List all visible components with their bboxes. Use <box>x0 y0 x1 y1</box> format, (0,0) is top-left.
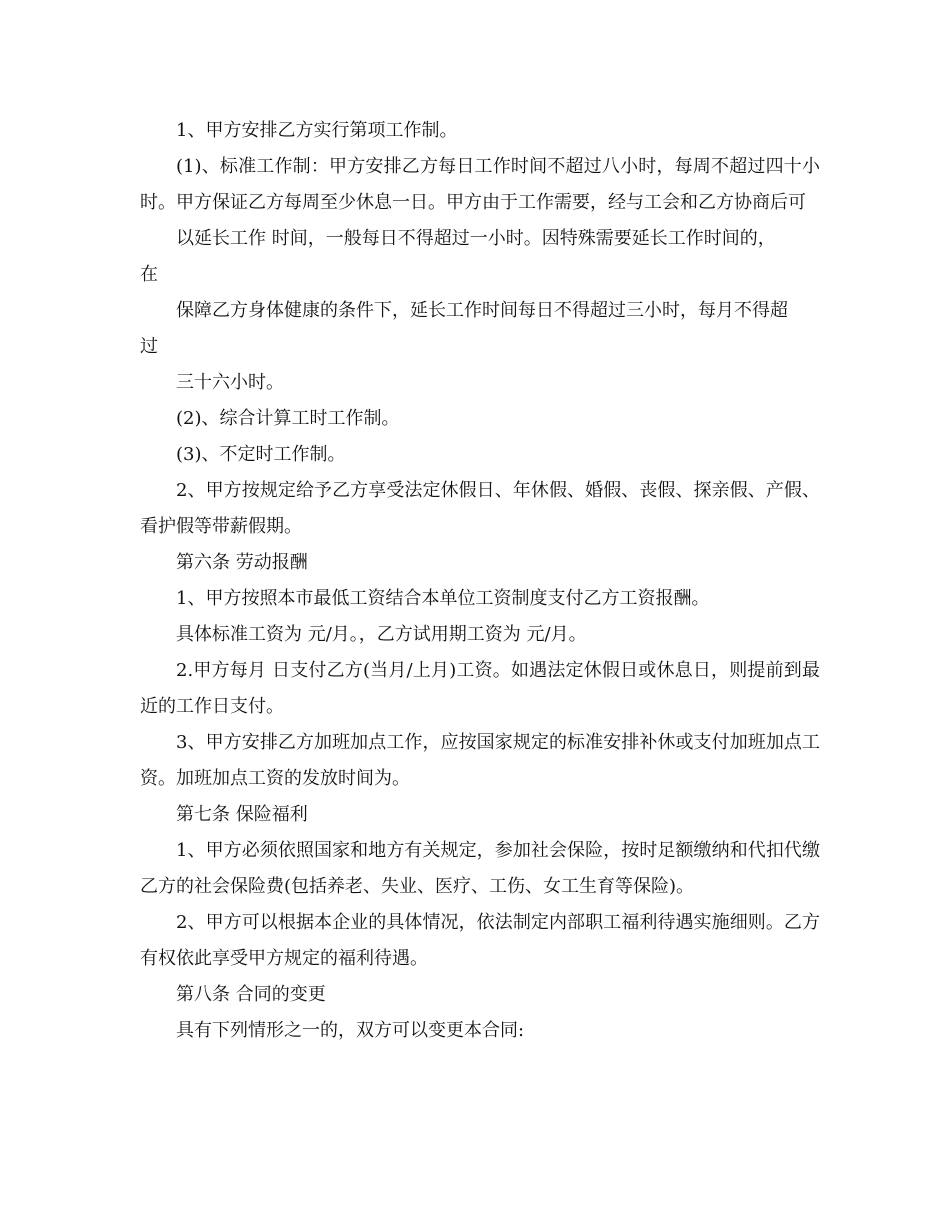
paragraph-standard-work-system: (1)、标准工作制：甲方安排乙方每日工作时间不超过八小时，每周不超过四十小时。甲方保证乙方每周至少休息一日。甲方由于工作需要，经与工会和乙方协商后可 <box>140 156 820 213</box>
heading-article-seven: 第七条 保险福利 <box>176 804 308 825</box>
paragraph-contract-change: 具有下列情形之一的，双方可以变更本合同: <box>176 1020 525 1041</box>
paragraph-flexible-hours: (3)、不定时工作制。 <box>176 444 346 465</box>
paragraph-standard-wage: 具体标准工资为 元/月。，乙方试用期工资为 元/月。 <box>176 624 587 645</box>
paragraph-extend-hours-wrap: 在 <box>140 264 158 285</box>
paragraph-work-system: 1、甲方安排乙方实行第项工作制。 <box>176 120 458 141</box>
paragraph-health-condition <box>140 293 820 365</box>
paragraph-comprehensive-hours: (2)、综合计算工时工作制。 <box>176 408 400 429</box>
paragraph-pay-day: 2.甲方每月 日支付乙方(当月/上月)工资。如遇法定休假日或休息日，则提前到最近的工作日支付。 <box>140 660 820 717</box>
paragraph-paid-leave: 2、甲方按规定给予乙方享受法定休假日、年休假、婚假、丧假、探亲假、产假、看护假等带薪假期。 <box>140 480 820 537</box>
paragraph-extend-hours-line: 以延长工作 时间，一般每日不得超过一小时。因特殊需要延长工作时间的， <box>176 228 776 249</box>
paragraph-thirty-six-hours: 三十六小时。 <box>176 372 284 393</box>
heading-article-six: 第六条 劳动报酬 <box>176 552 308 573</box>
paragraph-welfare: 2、甲方可以根据本企业的具体情况，依法制定内部职工福利待遇实施细则。乙方有权依此享受甲方规定的福利待遇。 <box>140 912 820 969</box>
paragraph-extend-hours <box>140 221 820 293</box>
paragraph-health-condition-line: 保障乙方身体健康的条件下，延长工作时间每日不得超过三小时，每月不得超 <box>176 300 788 321</box>
paragraph-overtime-pay: 3、甲方安排乙方加班加点工作，应按国家规定的标准安排补休或支付加班加点工资。加班加点工资的发放时间为。 <box>140 732 820 789</box>
paragraph-minimum-wage: 1、甲方按照本市最低工资结合本单位工资制度支付乙方工资报酬。 <box>176 588 710 609</box>
document-body <box>140 113 820 1049</box>
paragraph-social-insurance: 1、甲方必须依照国家和地方有关规定，参加社会保险，按时足额缴纳和代扣代缴乙方的社会保险费(包括养老、失业、医疗、工伤、女工生育等保险)。 <box>140 840 820 897</box>
paragraph-health-condition-wrap: 过 <box>140 336 158 357</box>
heading-article-eight: 第八条 合同的变更 <box>176 984 326 1005</box>
